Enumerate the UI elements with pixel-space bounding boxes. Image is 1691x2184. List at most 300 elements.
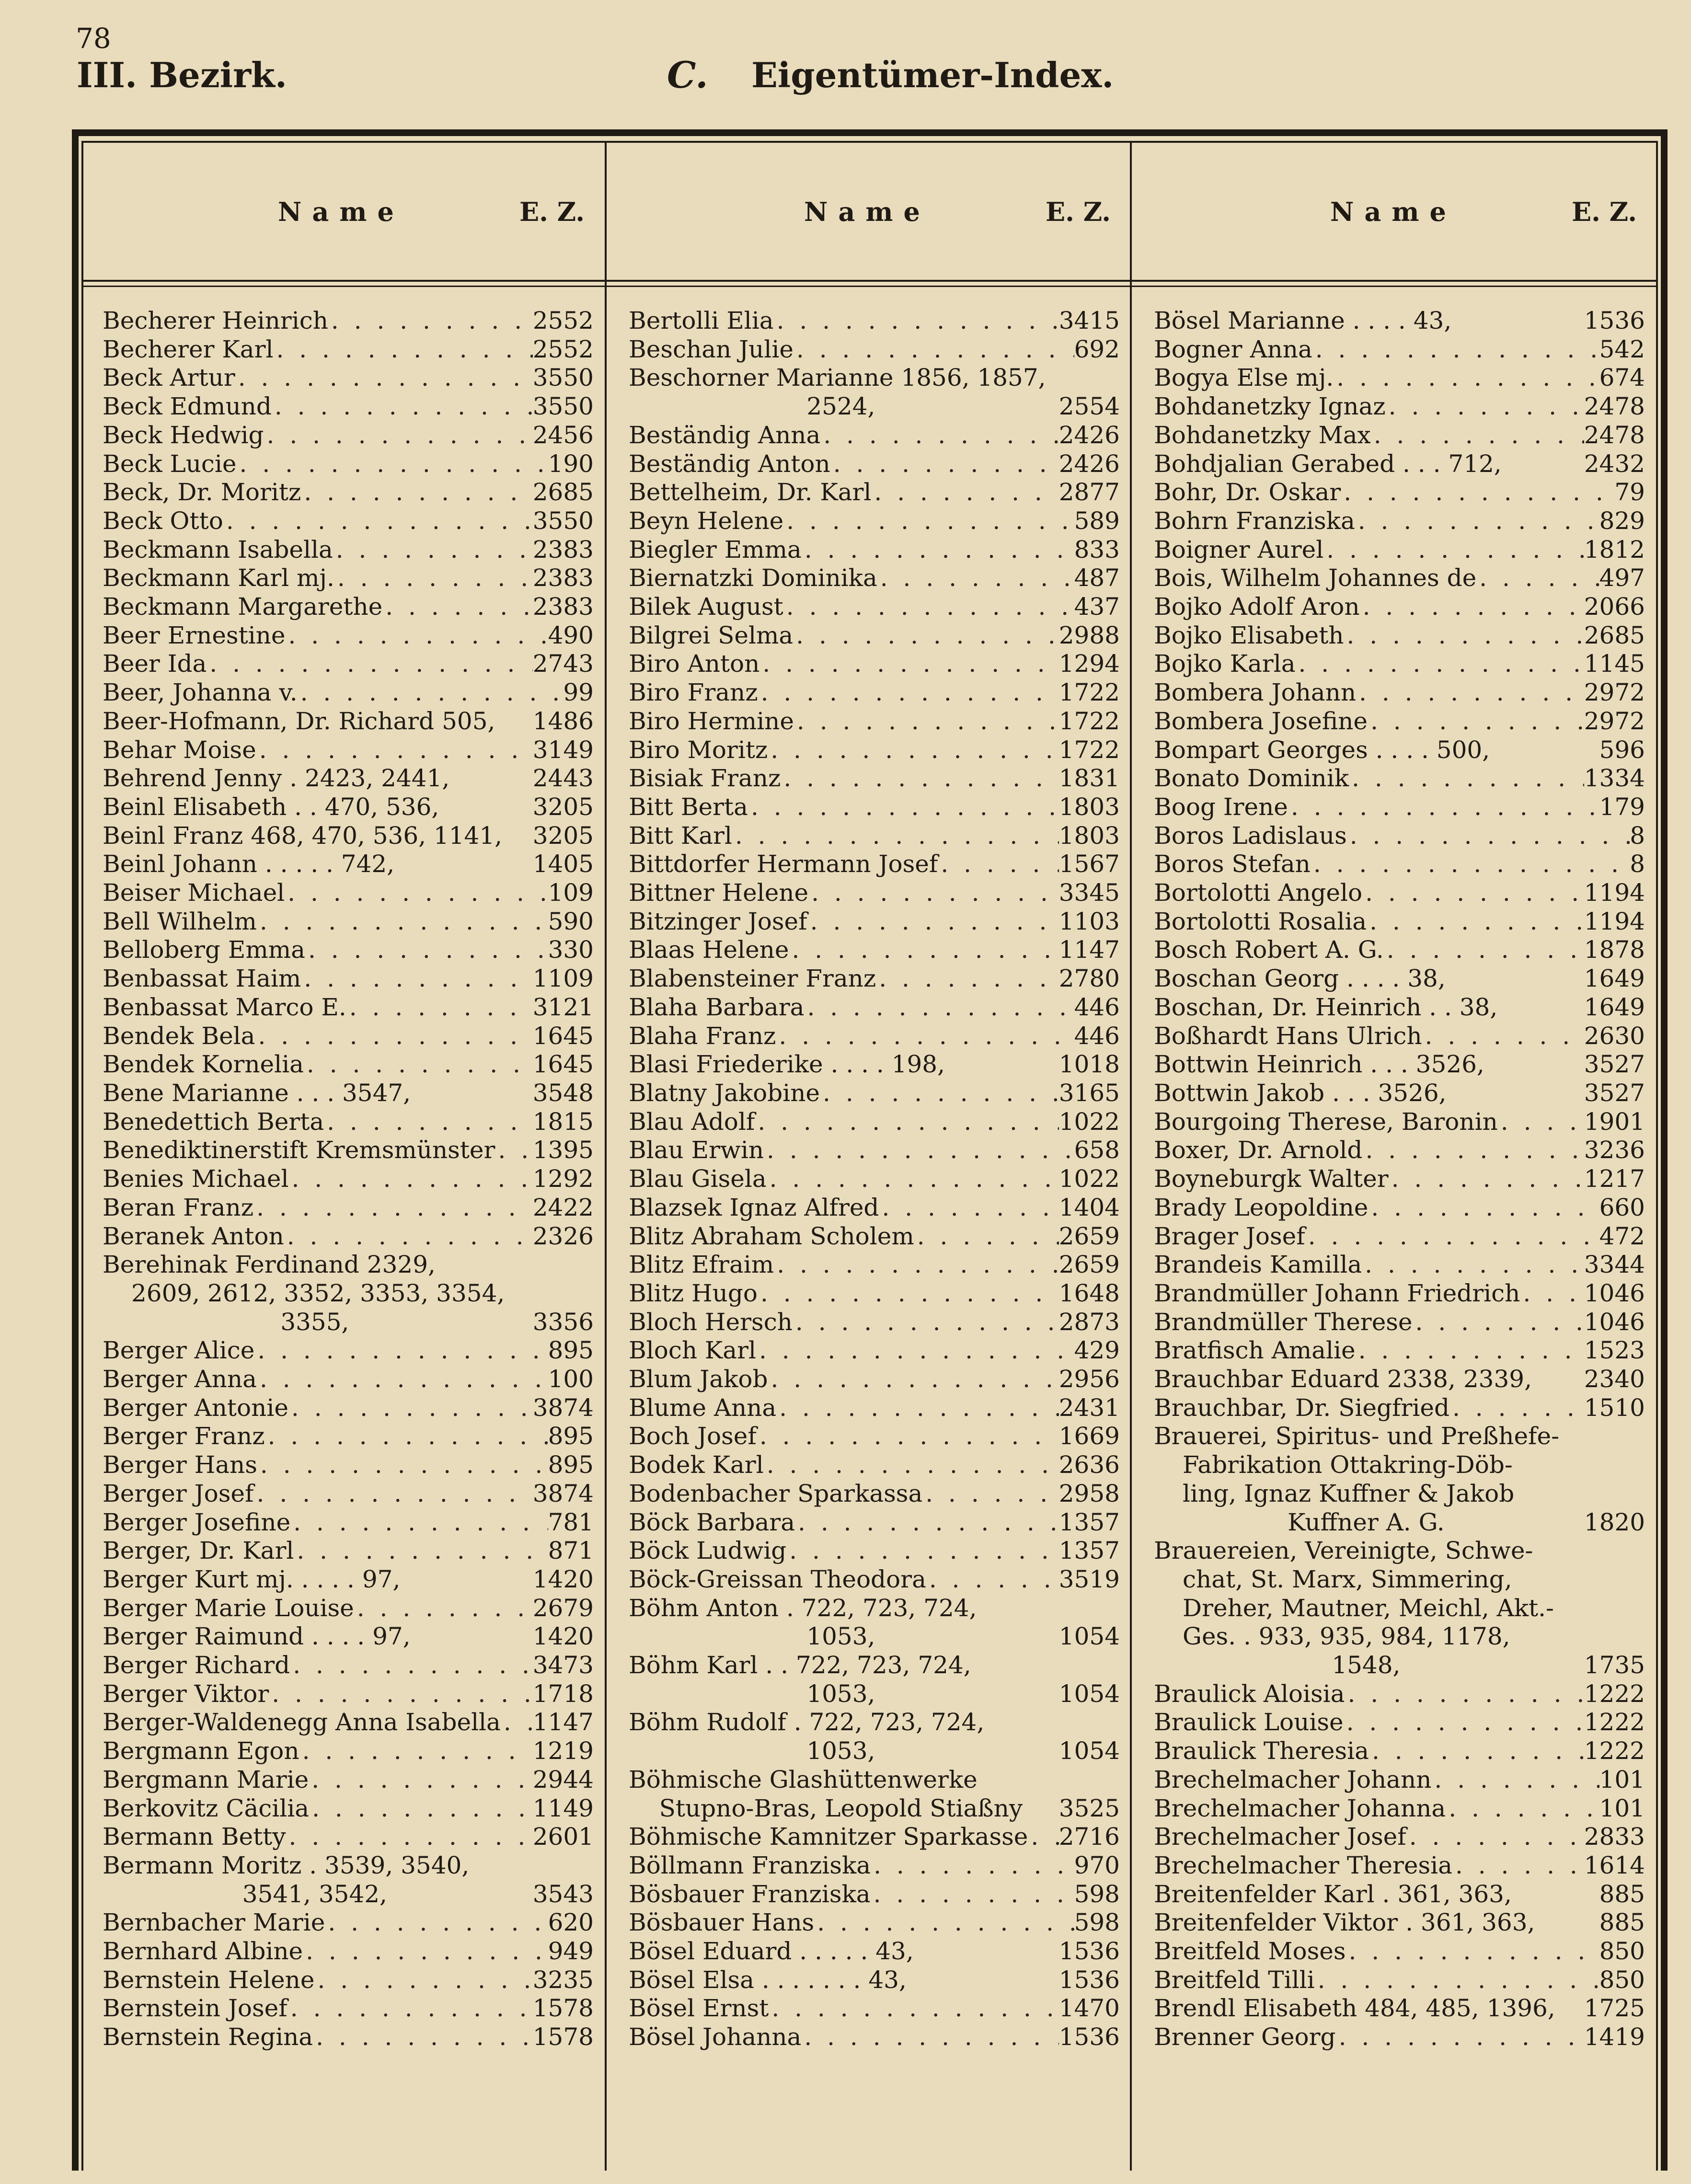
index-entry: [103, 335, 594, 364]
leader-dots: [1341, 478, 1614, 507]
index-entry: [629, 1766, 1120, 1794]
entry-number: 1669: [1058, 1422, 1120, 1450]
entry-number: 190: [548, 449, 594, 478]
index-entry: [103, 1851, 594, 1880]
leader-dots: [1446, 1794, 1599, 1823]
leader-dots: [875, 1680, 1058, 1709]
leader-dots: [515, 822, 533, 851]
entry-name: Behrend Jenny . 2423, 2441,: [103, 764, 450, 793]
column-header-2: [804, 196, 1111, 230]
index-entry: [629, 1594, 1120, 1623]
leader-dots: [1533, 1537, 1645, 1565]
entry-name: Bosch Robert A. G.: [1154, 936, 1384, 964]
entry-name: Braulick Aloisia: [1154, 1679, 1345, 1708]
leader-dots: [1355, 507, 1599, 536]
leader-dots: [324, 1108, 533, 1137]
entry-name: Blasi Friederike . . . . 198,: [629, 1050, 945, 1079]
entry-number: 8: [1630, 850, 1645, 878]
entry-number: 1803: [1058, 793, 1120, 821]
leader-dots: [820, 1079, 1059, 1108]
entry-name: Brechelmacher Johanna: [1154, 1794, 1446, 1822]
entry-number: 3874: [532, 1479, 594, 1507]
entry-name: Brandmüller Johann Friedrich: [1154, 1279, 1520, 1307]
index-entry: [629, 507, 1120, 536]
entry-number: 1194: [1584, 879, 1645, 907]
leader-dots: [1540, 450, 1584, 479]
leader-dots: [349, 1308, 532, 1337]
entry-number: 2833: [1584, 1823, 1645, 1851]
leader-dots: [783, 507, 1074, 536]
index-entry: [629, 593, 1120, 621]
entry-name: Bisiak Franz: [629, 764, 781, 793]
entry-number: 2478: [1584, 421, 1645, 449]
leader-dots: [237, 450, 548, 479]
index-entry: [629, 450, 1120, 479]
leader-dots: [871, 478, 1058, 507]
entry-number: 1718: [532, 1679, 594, 1708]
index-entry: [629, 1966, 1120, 1995]
leader-dots: [1360, 593, 1584, 621]
index-entry: [629, 564, 1120, 593]
leader-dots: [1553, 1880, 1599, 1909]
entry-name: Beckmann Isabella: [103, 535, 333, 563]
entry-name: Fabrikation Ottakring-Döb-: [1183, 1451, 1513, 1479]
entry-name: Biernatzki Dominika: [629, 564, 877, 592]
entry-number: 3548: [532, 1079, 594, 1107]
leader-dots: [483, 793, 533, 822]
leader-dots: [505, 1279, 594, 1308]
column-header-name: Name: [1330, 196, 1457, 227]
leader-dots: [1514, 1480, 1645, 1508]
entry-number: 2988: [1058, 621, 1120, 649]
index-entry: [1154, 450, 1645, 479]
index-entry: [629, 621, 1120, 650]
leader-dots: [254, 1336, 548, 1365]
entry-number: 3356: [532, 1308, 594, 1336]
entry-name: Berger Raimund . . . . 97,: [103, 1622, 411, 1651]
leader-dots: [272, 392, 533, 421]
leader-dots: [1406, 1823, 1584, 1851]
index-entry: [103, 1994, 594, 2023]
entry-name: Boßhardt Hans Ulrich: [1154, 1022, 1422, 1050]
index-entry: [629, 1394, 1120, 1423]
entry-name: Böck Ludwig: [629, 1537, 787, 1565]
index-entry: [103, 364, 594, 392]
entry-name: Benedettich Berta: [103, 1107, 324, 1136]
index-entry: [103, 1966, 594, 1995]
entry-number: 1395: [532, 1136, 594, 1164]
entry-number: 2877: [1058, 478, 1120, 506]
index-entry: [103, 507, 594, 536]
entry-number: 885: [1599, 1880, 1645, 1908]
index-entry: [103, 650, 594, 678]
entry-number: 1217: [1584, 1165, 1645, 1193]
leader-dots: [273, 335, 532, 364]
leader-dots: [1445, 1508, 1584, 1537]
index-entry: [103, 793, 594, 822]
entry-number: 949: [548, 1937, 594, 1966]
entry-name: Biegler Emma: [629, 535, 802, 563]
index-entry: [629, 1336, 1120, 1365]
entry-name: Bösel Eduard . . . . . 43,: [629, 1937, 914, 1966]
entry-name: Bottwin Heinrich . . . 3526,: [1154, 1050, 1484, 1079]
index-entry: [1154, 307, 1645, 335]
entry-number: 3415: [1058, 307, 1120, 334]
entry-name: 2524,: [806, 392, 875, 421]
entry-name: Becherer Karl: [103, 335, 274, 363]
index-entry: [103, 1394, 594, 1423]
entry-number: 895: [548, 1422, 594, 1450]
entry-name: 1053,: [806, 1622, 875, 1651]
entry-name: Bois, Wilhelm Johannes de: [1154, 564, 1477, 592]
leader-dots: [801, 2023, 1058, 2052]
index-entry: [629, 993, 1120, 1022]
index-entry: [629, 478, 1120, 507]
entry-name: Berger Kurt mj. . . . . 97,: [103, 1565, 401, 1593]
entry-name: Ges. . 933, 935, 984, 1178,: [1183, 1622, 1510, 1651]
entry-name: ling, Ignaz Kuffner & Jakob: [1183, 1479, 1515, 1507]
index-entry: [1154, 1937, 1645, 1966]
index-entry: [629, 1537, 1120, 1565]
entry-number: 620: [548, 1908, 594, 1937]
entry-number: 3345: [1058, 879, 1120, 907]
index-entry: [1154, 707, 1645, 736]
entry-number: 8: [1630, 821, 1645, 850]
index-entry: [103, 1594, 594, 1623]
entry-number: 2326: [532, 1222, 594, 1250]
entry-name: Bojko Karla: [1154, 650, 1296, 678]
leader-dots: [879, 1194, 1058, 1222]
leader-dots: [807, 908, 1059, 936]
entry-number: 1294: [1058, 650, 1120, 678]
leader-dots: [1305, 1222, 1599, 1251]
entry-number: 1149: [532, 1794, 594, 1822]
entry-name: Bottwin Jakob . . . 3526,: [1154, 1079, 1447, 1107]
leader-dots: [871, 1851, 1074, 1880]
leader-dots: [265, 1422, 548, 1451]
entry-name: Bösbauer Hans: [629, 1908, 815, 1937]
entry-number: 2383: [532, 564, 594, 592]
entry-name: Brauchbar Eduard 2338, 2339,: [1154, 1365, 1532, 1393]
leader-dots: [288, 1994, 533, 2023]
leader-dots: [1554, 1594, 1645, 1623]
entry-number: 1046: [1584, 1279, 1645, 1307]
index-entry: [1154, 650, 1645, 678]
index-entry: [1154, 1966, 1645, 1995]
entry-name: Bernbacher Marie: [103, 1908, 325, 1937]
column-header-ez: E. Z.: [1045, 196, 1111, 227]
leader-dots: [286, 1823, 533, 1851]
entry-name: Bonato Dominik: [1154, 764, 1349, 793]
entry-name: Blitz Abraham Scholem: [629, 1222, 914, 1250]
entry-number: 2426: [1058, 449, 1120, 478]
index-entry: [1154, 1165, 1645, 1194]
leader-dots: [999, 1050, 1059, 1079]
index-entry: [103, 1050, 594, 1079]
entry-number: 101: [1599, 1794, 1645, 1822]
leader-dots: [288, 1394, 533, 1423]
entry-number: 1470: [1058, 1994, 1120, 2023]
index-entry: [629, 1365, 1120, 1394]
entry-number: 472: [1599, 1222, 1645, 1250]
leader-dots: [313, 2023, 533, 2052]
index-entry: [629, 1994, 1120, 2023]
index-entry: [629, 1222, 1120, 1251]
entry-name: Brechelmacher Josef: [1154, 1823, 1406, 1851]
leader-dots: [257, 1365, 548, 1394]
index-entry: [629, 1651, 1120, 1680]
index-entry: [1154, 764, 1645, 793]
entry-name: Boxer, Dr. Arnold: [1154, 1136, 1363, 1164]
index-entry: [103, 1480, 594, 1508]
entry-name: Bojko Adolf Aron: [1154, 593, 1360, 621]
index-entry: [1154, 1680, 1645, 1709]
entry-number: 1725: [1584, 1994, 1645, 2023]
index-entry: [629, 1794, 1120, 1823]
entry-number: 850: [1599, 1966, 1645, 1994]
entry-number: 1147: [1058, 936, 1120, 964]
entry-name: Bortolotti Rosalia: [1154, 907, 1367, 935]
entry-name: Beschorner Marianne 1856, 1857,: [629, 364, 1046, 392]
index-entry: [629, 879, 1120, 908]
entry-name: Bösel Marianne . . . . 43,: [1154, 307, 1452, 334]
leader-dots: [325, 1908, 548, 1937]
entry-number: 589: [1074, 506, 1120, 535]
leader-dots: [1520, 1279, 1584, 1308]
entry-number: 781: [548, 1508, 594, 1536]
entry-name: Bitt Karl: [629, 821, 732, 850]
leader-dots: [1028, 1823, 1058, 1851]
entry-name: Bourgoing Therese, Baronin: [1154, 1107, 1498, 1136]
leader-dots: [971, 1651, 1120, 1680]
entry-name: Biro Hermine: [629, 707, 794, 735]
entry-name: Berger Franz: [103, 1422, 265, 1450]
entry-name: Bogya Else mj.: [1154, 364, 1334, 392]
index-entry: [629, 1622, 1120, 1651]
index-entry: [629, 335, 1120, 364]
entry-name: Blabensteiner Franz: [629, 965, 876, 993]
index-entry: [629, 421, 1120, 450]
entry-name: Bernstein Helene: [103, 1966, 315, 1994]
entry-name: Boigner Aurel: [1154, 535, 1324, 563]
entry-name: Böhm Anton . 722, 723, 724,: [629, 1594, 977, 1622]
leader-dots: [1334, 364, 1599, 392]
index-entry: [103, 1251, 594, 1279]
index-entry: [103, 1108, 594, 1137]
leader-dots: [1389, 1165, 1584, 1194]
index-entry: [1154, 593, 1645, 621]
index-entry: [629, 822, 1120, 851]
entry-name: Brechelmacher Theresia: [1154, 1851, 1452, 1879]
entry-number: 3550: [532, 506, 594, 535]
entry-number: 1812: [1584, 535, 1645, 563]
entry-name: Berger, Dr. Karl: [103, 1537, 294, 1565]
entry-name: Berger-Waldenegg Anna Isabella: [103, 1708, 501, 1736]
entry-name: Beer, Johanna v.: [103, 678, 298, 707]
leader-dots: [290, 1651, 533, 1680]
leader-dots: [223, 507, 533, 536]
leader-dots: [269, 1680, 533, 1709]
leader-dots: [1347, 822, 1630, 851]
index-entry: [629, 850, 1120, 879]
leader-dots: [830, 450, 1059, 479]
entry-number: 829: [1599, 506, 1645, 535]
leader-dots: [804, 993, 1074, 1022]
entry-name: 2609, 2612, 3352, 3353, 3354,: [131, 1279, 505, 1307]
left-inner-rule: [81, 141, 83, 2171]
entry-name: Bernstein Josef: [103, 1994, 288, 2023]
leader-dots: [309, 1794, 533, 1823]
leader-dots: [1431, 1766, 1599, 1794]
index-entry: [1154, 1622, 1645, 1651]
index-entry: [103, 764, 594, 793]
leader-dots: [1498, 1108, 1584, 1137]
entry-name: Benies Michael: [103, 1165, 289, 1193]
index-entry: [1154, 421, 1645, 450]
index-entry: [1154, 879, 1645, 908]
leader-dots: [1515, 307, 1584, 335]
entry-number: 3525: [1058, 1794, 1120, 1822]
entry-name: Blaha Franz: [629, 1022, 776, 1050]
index-entry: [1154, 1537, 1645, 1565]
entry-number: 1147: [532, 1708, 594, 1736]
index-column-1: [103, 307, 594, 2052]
index-entry: [103, 822, 594, 851]
entry-name: Brechelmacher Johann: [1154, 1765, 1432, 1793]
index-entry: [1154, 335, 1645, 364]
entry-number: 2426: [1058, 421, 1120, 449]
index-entry: [1154, 1708, 1645, 1737]
entry-name: Bergmann Egon: [103, 1737, 299, 1765]
leader-dots: [1315, 1966, 1599, 1995]
leader-dots: [1288, 793, 1599, 822]
entry-name: Biro Anton: [629, 650, 760, 678]
leader-dots: [253, 1194, 533, 1222]
index-entry: [1154, 1851, 1645, 1880]
leader-dots: [298, 678, 564, 707]
entry-name: Beck Hedwig: [103, 421, 264, 449]
index-entry: [1154, 1050, 1645, 1079]
index-entry: [1154, 993, 1645, 1022]
leader-dots: [793, 1308, 1059, 1337]
index-entry: [103, 1880, 594, 1909]
leader-dots: [1452, 1851, 1584, 1880]
entry-name: Boros Ladislaus: [1154, 821, 1347, 850]
entry-number: 3236: [1584, 1136, 1645, 1164]
entry-number: 1649: [1584, 993, 1645, 1021]
entry-name: Bogner Anna: [1154, 335, 1312, 363]
leader-dots: [1400, 1651, 1584, 1680]
leader-dots: [808, 879, 1059, 908]
entry-number: 2972: [1584, 678, 1645, 707]
leader-dots: [1512, 1565, 1645, 1594]
index-entry: [629, 793, 1120, 822]
leader-dots: [255, 1022, 532, 1051]
leader-dots: [436, 1251, 594, 1279]
leader-dots: [938, 850, 1058, 879]
index-entry: [103, 1708, 594, 1737]
leader-dots: [767, 1165, 1059, 1194]
entry-name: Beckmann Karl mj.: [103, 564, 334, 592]
entry-name: Böhm Karl . . 722, 723, 724,: [629, 1651, 971, 1679]
entry-number: 3527: [1584, 1050, 1645, 1079]
entry-name: Blitz Hugo: [629, 1279, 758, 1307]
leader-dots: [1336, 2023, 1584, 2052]
entry-name: Breitenfelder Viktor . 361, 363,: [1154, 1908, 1535, 1937]
entry-name: Boros Stefan: [1154, 850, 1311, 878]
entry-name: Blau Adolf: [629, 1107, 755, 1136]
entry-name: Bermann Moritz . 3539, 3540,: [103, 1851, 470, 1879]
leader-dots: [1413, 1308, 1584, 1337]
index-entry: [103, 536, 594, 564]
entry-number: 674: [1599, 364, 1645, 392]
entry-name: Bombera Johann: [1154, 678, 1357, 707]
entry-name: Blum Jakob: [629, 1365, 768, 1393]
leader-dots: [776, 1394, 1059, 1423]
entry-number: 1815: [532, 1107, 594, 1136]
leader-dots: [980, 1966, 1059, 1995]
index-entry: [1154, 364, 1645, 392]
entry-name: Benbassat Haim: [103, 965, 301, 993]
entry-name: Beck Otto: [103, 506, 223, 535]
entry-number: 658: [1074, 1136, 1120, 1164]
leader-dots: [235, 364, 533, 392]
entry-name: Böhm Rudolf . 722, 723, 724,: [629, 1708, 985, 1736]
entry-number: 1722: [1058, 707, 1120, 735]
entry-number: 3473: [532, 1651, 594, 1679]
entry-name: Bermann Betty: [103, 1823, 286, 1851]
entry-number: 590: [548, 907, 594, 935]
index-entry: [1154, 1994, 1645, 2023]
leader-dots: [387, 1880, 533, 1909]
index-entry: [103, 564, 594, 593]
entry-name: Blume Anna: [629, 1393, 777, 1422]
leader-dots: [495, 1136, 532, 1165]
entry-name: Biro Moritz: [629, 736, 768, 764]
index-entry: [103, 307, 594, 335]
entry-number: 2659: [1058, 1222, 1120, 1250]
index-entry: [1154, 936, 1645, 965]
entry-number: 1420: [532, 1565, 594, 1593]
index-entry: [629, 536, 1120, 564]
entry-number: 3205: [532, 793, 594, 821]
index-entry: [103, 1222, 594, 1251]
leader-dots: [758, 1279, 1059, 1308]
entry-name: Beständig Anna: [629, 421, 821, 449]
leader-dots: [802, 536, 1074, 564]
entry-name: Benediktinerstift Kremsmünster: [103, 1136, 495, 1164]
entry-name: Bompart Georges . . . . 500,: [1154, 736, 1490, 764]
leader-dots: [284, 1222, 533, 1251]
leader-dots: [875, 392, 1058, 421]
leader-dots: [793, 621, 1059, 650]
index-entry: [629, 1480, 1120, 1508]
leader-dots: [786, 1537, 1059, 1565]
entry-name: Böck Barbara: [629, 1508, 795, 1536]
index-entry: [629, 707, 1120, 736]
entry-name: Beyn Helene: [629, 506, 784, 535]
index-entry: [629, 392, 1120, 421]
leader-dots: [794, 335, 1074, 364]
entry-number: 1578: [532, 1994, 594, 2023]
entry-number: 437: [1074, 593, 1120, 621]
index-entry: [629, 1136, 1120, 1165]
header-rule: [81, 280, 1658, 282]
index-entry: [103, 1680, 594, 1709]
entry-name: chat, St. Marx, Simmering,: [1183, 1565, 1512, 1593]
index-entry: [1154, 1823, 1645, 1851]
index-entry: [103, 1651, 594, 1680]
